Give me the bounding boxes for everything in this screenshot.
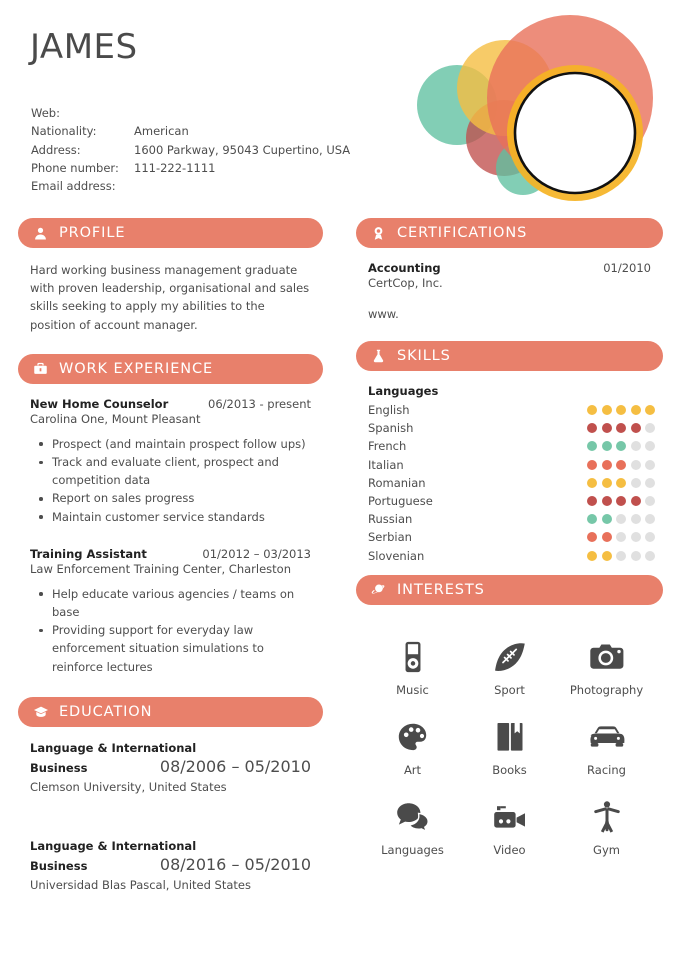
education-degree-line2: Business — [30, 859, 88, 874]
skill-dot — [645, 514, 655, 524]
certification-entry — [356, 261, 663, 323]
skill-dot — [631, 496, 641, 506]
skill-rows — [356, 401, 663, 565]
education-degree-line1: Language & International — [30, 838, 197, 853]
skill-dot — [616, 496, 626, 506]
skill-dot — [602, 532, 612, 542]
section-header-interests — [356, 575, 663, 605]
skill-dot — [616, 423, 626, 433]
certification-date: 01/2010 — [603, 261, 651, 275]
video-camera-icon — [493, 798, 527, 836]
camera-icon — [590, 638, 624, 676]
work-entry-head — [30, 547, 311, 561]
interest-label: Art — [403, 762, 422, 777]
skill-level-dots — [587, 460, 655, 470]
skill-dot — [631, 478, 641, 488]
contact-label: Email address: — [31, 179, 116, 194]
graduation-cap-icon — [31, 702, 50, 721]
contact-row — [31, 159, 350, 177]
skill-dot — [587, 405, 597, 415]
interest-label: Photography — [569, 682, 644, 697]
skill-level-dots — [587, 532, 655, 542]
skill-dot — [616, 478, 626, 488]
skill-row — [356, 456, 663, 474]
education-entry — [18, 838, 323, 894]
skill-name: English — [368, 403, 410, 418]
skill-level-dots — [587, 496, 655, 506]
skill-dot — [645, 460, 655, 470]
bullet-item: Help educate various agencies / teams on base — [30, 585, 311, 621]
page-title: JAMES — [30, 27, 138, 67]
contact-label: Web: — [31, 106, 60, 120]
skill-dot — [631, 460, 641, 470]
skill-dot — [631, 423, 641, 433]
bullet-item: Maintain customer service standards — [30, 508, 311, 526]
interest-item[interactable] — [461, 638, 558, 697]
skill-row — [356, 492, 663, 510]
education-degree-line2-row — [30, 855, 311, 876]
skill-row — [356, 419, 663, 437]
work-entry-bullets — [30, 435, 311, 526]
skill-dot — [587, 496, 597, 506]
skill-name: Portuguese — [368, 494, 433, 509]
certification-url[interactable]: www. — [368, 307, 399, 321]
skill-name: French — [368, 439, 407, 454]
skill-dot — [645, 478, 655, 488]
interest-label: Books — [492, 762, 527, 777]
education-institution: Clemson University, United States — [30, 779, 227, 794]
skill-dot — [616, 551, 626, 561]
contact-label: Phone number: — [31, 160, 119, 175]
skill-name: Slovenian — [368, 548, 425, 563]
work-entry — [18, 397, 323, 526]
skill-dot — [631, 441, 641, 451]
skill-dot — [602, 460, 612, 470]
interest-label: Music — [396, 682, 429, 697]
bullet-item: Providing support for everyday law enforcement situation simulations to reinforce lectures — [30, 621, 311, 676]
skill-dot — [616, 514, 626, 524]
education-date: 08/2006 – 05/2010 — [159, 757, 311, 777]
interest-label: Languages — [381, 842, 444, 857]
skill-row — [356, 401, 663, 419]
skill-dot — [587, 478, 597, 488]
skill-name: Serbian — [368, 530, 412, 545]
certification-entries — [356, 261, 663, 323]
interest-item[interactable] — [461, 798, 558, 857]
skill-dot — [631, 532, 641, 542]
award-ribbon-icon — [369, 224, 388, 243]
work-entry-title: New Home Counselor — [30, 396, 169, 411]
contact-row — [31, 122, 350, 140]
section-header-skills — [356, 341, 663, 371]
right-column — [356, 218, 663, 857]
education-degree-line2: Business — [30, 761, 88, 776]
certification-entry-head — [368, 261, 651, 275]
skill-dot — [587, 441, 597, 451]
skill-dot — [631, 514, 641, 524]
contact-label: Address: — [31, 142, 81, 157]
certification-issuer: CertCop, Inc. — [368, 276, 443, 290]
skill-level-dots — [587, 441, 655, 451]
section-title: WORK EXPERIENCE — [59, 360, 214, 377]
section-title: INTERESTS — [397, 581, 485, 598]
interests-grid — [356, 618, 663, 857]
interest-label: Gym — [593, 842, 620, 857]
certification-title: Accounting — [368, 261, 441, 275]
work-entry-employer: Carolina One, Mount Pleasant — [30, 411, 201, 426]
work-entry-date: 01/2012 – 03/2013 — [202, 546, 311, 561]
skill-dot — [645, 441, 655, 451]
contact-value: American — [134, 124, 189, 139]
interest-item[interactable] — [364, 638, 461, 697]
skill-dot — [587, 514, 597, 524]
contact-label: Nationality: — [31, 124, 97, 139]
planet-icon — [369, 580, 388, 599]
bullet-item: Prospect (and maintain prospect follow ups) — [30, 435, 311, 453]
work-entries — [18, 397, 323, 676]
skill-dot — [616, 532, 626, 542]
work-entry-bullets — [30, 585, 311, 676]
section-header-certifications — [356, 218, 663, 248]
education-degree-line2-row — [30, 757, 311, 778]
work-entry-employer: Law Enforcement Training Center, Charleston — [30, 561, 291, 576]
interest-label: Racing — [587, 762, 626, 777]
work-entry-head — [30, 397, 311, 411]
flask-icon — [369, 347, 388, 366]
skill-name: Italian — [368, 457, 404, 472]
skill-row — [356, 474, 663, 492]
speech-bubbles-icon — [397, 798, 429, 836]
education-institution: Universidad Blas Pascal, United States — [30, 877, 251, 892]
interest-item[interactable] — [364, 718, 461, 777]
skill-row — [356, 528, 663, 546]
skill-level-dots — [587, 514, 655, 524]
contact-value: 1600 Parkway, 95043 Cupertino, USA — [134, 142, 351, 157]
football-icon — [493, 638, 527, 676]
bullet-item: Track and evaluate client, prospect and competition data — [30, 453, 311, 489]
skill-dot — [587, 423, 597, 433]
contact-row — [31, 141, 350, 159]
skill-level-dots — [587, 551, 655, 561]
decorative-circles-graphic — [400, 8, 670, 206]
work-entry-date: 06/2013 - present — [208, 396, 311, 411]
skill-dot — [616, 405, 626, 415]
skill-level-dots — [587, 423, 655, 433]
section-header-profile — [18, 218, 323, 248]
skill-name: Romanian — [368, 475, 426, 490]
interest-item[interactable] — [558, 638, 655, 697]
person-stretch-icon — [593, 798, 621, 836]
interest-item[interactable] — [558, 798, 655, 857]
section-title: SKILLS — [397, 348, 451, 364]
skill-dot — [645, 551, 655, 561]
work-entry-title: Training Assistant — [30, 546, 147, 561]
education-entry — [18, 740, 323, 796]
section-title: PROFILE — [59, 225, 126, 241]
education-degree-line1: Language & International — [30, 740, 197, 755]
skill-dot — [587, 551, 597, 561]
skill-dot — [587, 460, 597, 470]
skill-dot — [602, 514, 612, 524]
interest-item[interactable] — [558, 718, 655, 777]
skill-dot — [602, 551, 612, 561]
user-icon — [31, 224, 50, 243]
skill-row — [356, 510, 663, 528]
profile-text: Hard working business management graduate with proven leadership, organisational and sales skills seeking to apply my abilities to the position of account manager. — [30, 263, 310, 332]
skill-dot — [645, 423, 655, 433]
bullet-item: Report on sales progress — [30, 489, 311, 507]
skill-dot — [587, 532, 597, 542]
skill-dot — [616, 460, 626, 470]
section-title: CERTIFICATIONS — [397, 225, 528, 241]
skills-group-title: Languages — [368, 384, 439, 398]
contact-value: 111-222-1111 — [134, 160, 216, 175]
skill-dot — [645, 405, 655, 415]
skill-dot — [602, 423, 612, 433]
interest-label: Video — [493, 842, 526, 857]
skill-level-dots — [587, 405, 655, 415]
interest-item[interactable] — [364, 798, 461, 857]
skill-dot — [645, 532, 655, 542]
left-column — [18, 218, 323, 894]
skill-dot — [616, 441, 626, 451]
skill-name: Russian — [368, 512, 413, 527]
palette-icon — [398, 718, 428, 756]
contact-row — [31, 104, 350, 122]
skill-dot — [602, 478, 612, 488]
skill-dot — [631, 551, 641, 561]
book-icon — [496, 718, 524, 756]
skill-dot — [602, 496, 612, 506]
skill-row — [356, 437, 663, 455]
skill-dot — [602, 405, 612, 415]
section-title: EDUCATION — [59, 703, 153, 720]
skill-dot — [645, 496, 655, 506]
education-date: 08/2016 – 05/2010 — [159, 855, 311, 875]
interest-item[interactable] — [461, 718, 558, 777]
ipod-icon — [400, 638, 426, 676]
briefcase-icon — [31, 359, 50, 378]
section-header-education — [18, 697, 323, 727]
contact-row — [31, 177, 350, 195]
skill-level-dots — [587, 478, 655, 488]
work-entry — [18, 547, 323, 676]
skill-dot — [602, 441, 612, 451]
education-entries — [18, 740, 323, 894]
skill-name: Spanish — [368, 421, 414, 436]
interest-label: Sport — [494, 682, 525, 697]
skill-row — [356, 547, 663, 565]
car-icon — [589, 718, 625, 756]
skill-dot — [631, 405, 641, 415]
section-header-work-experience — [18, 354, 323, 384]
contact-list — [31, 104, 350, 195]
